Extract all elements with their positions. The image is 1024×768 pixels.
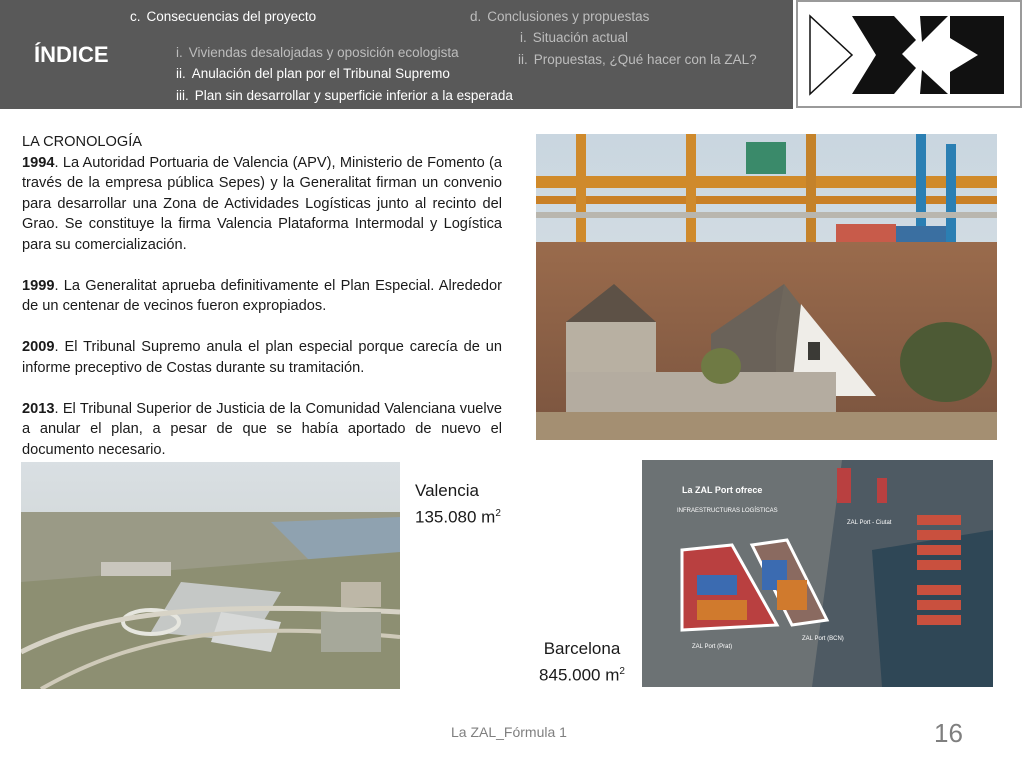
entry-year: 1999 <box>22 277 55 294</box>
index-header <box>0 0 793 109</box>
page-number: 16 <box>934 718 963 748</box>
entry-year: 2009 <box>22 339 55 355</box>
valencia-caption <box>415 479 501 529</box>
index-item-label: Viviendas desalojadas y oposición ecologista <box>188 45 459 60</box>
index-item-c-i[interactable] <box>176 45 459 61</box>
index-item-label: Situación actual <box>532 30 629 45</box>
xki-logo-icon <box>798 2 1020 106</box>
farmhouse-port-photo <box>536 134 997 440</box>
index-item-num: d. <box>470 9 482 24</box>
index-item-num: ii. <box>518 52 528 67</box>
index-item-d[interactable] <box>470 9 649 25</box>
map-label-bcn: ZAL Port (BCN) <box>802 636 844 642</box>
index-item-c[interactable] <box>130 9 316 25</box>
valencia-area <box>415 502 501 529</box>
entry-text: . El Tribunal Superior de Justicia de la Comunidad Valenciana vuelve a anular el plan, a pesar de que se había aportado de nuevo el documento necesario. <box>22 400 502 458</box>
index-title: ÍNDICE <box>34 42 109 67</box>
index-item-d-i[interactable] <box>520 30 628 46</box>
footer-text: La ZAL_Fórmula 1 <box>451 724 567 740</box>
index-item-num: c. <box>130 9 141 24</box>
index-item-num: i. <box>520 30 527 45</box>
map-label-sub: INFRAESTRUCTURAS LOGÍSTICAS <box>677 508 778 514</box>
entry-text: . El Tribunal Supremo anula el plan especial porque carecía de un informe preceptivo de Costas durante su tramitación. <box>22 339 502 376</box>
valencia-name: Valencia <box>415 481 479 500</box>
entry-text: . La Autoridad Portuaria de Valencia (APV), Ministerio de Fomento (a través de la empresa pública Sepes) y la Generalitat firman un convenio para desarrollar una Zona de Actividades Logísticas junto al recinto del Grao. Se constituye la firma Valencia Plataforma Intermodal y Logística para su comercialización. <box>22 154 502 253</box>
brand-logo <box>796 0 1022 108</box>
chronology-entry-2009 <box>22 337 502 378</box>
index-item-label: Conclusiones y propuestas <box>487 9 650 24</box>
entry-year: 1994 <box>22 154 55 171</box>
chronology-entry-1999 <box>22 276 502 317</box>
barcelona-caption <box>534 637 630 687</box>
valencia-area-value: 135.080 m <box>415 507 496 527</box>
chronology-entry-1994 <box>22 153 502 256</box>
index-item-label: Plan sin desarrollar y superficie inferior a la esperada <box>194 88 513 103</box>
index-item-c-ii[interactable] <box>176 66 450 82</box>
index-item-label: Consecuencias del proyecto <box>146 9 317 24</box>
unit-exponent: 2 <box>495 508 501 519</box>
index-item-label: Anulación del plan por el Tribunal Supremo <box>191 66 450 81</box>
entry-text: . La Generalitat aprueba definitivamente el Plan Especial. Alrededor de un centenar de vecinos fueron expropiados. <box>22 277 502 314</box>
index-item-num: ii. <box>176 66 186 81</box>
entry-year: 2013 <box>22 400 55 417</box>
chronology-text <box>22 132 502 481</box>
chronology-heading: LA CRONOLOGÍA <box>22 134 143 150</box>
barcelona-area-value: 845.000 m <box>539 665 620 685</box>
index-item-num: iii. <box>176 88 189 103</box>
valencia-aerial-photo <box>21 462 400 689</box>
index-item-c-iii[interactable] <box>176 88 513 104</box>
chronology-entry-2013 <box>22 399 502 461</box>
barcelona-zal-map <box>642 460 993 687</box>
barcelona-area <box>534 660 630 687</box>
map-label-ciutat: ZAL Port - Ciutat <box>847 520 892 526</box>
index-item-d-ii[interactable] <box>518 52 757 68</box>
unit-exponent: 2 <box>619 666 625 677</box>
map-label-prat: ZAL Port (Prat) <box>692 644 733 650</box>
map-label-top: La ZAL Port ofrece <box>682 485 763 495</box>
index-item-label: Propuestas, ¿Qué hacer con la ZAL? <box>533 52 757 67</box>
barcelona-name: Barcelona <box>543 639 621 658</box>
index-item-num: i. <box>176 45 183 60</box>
